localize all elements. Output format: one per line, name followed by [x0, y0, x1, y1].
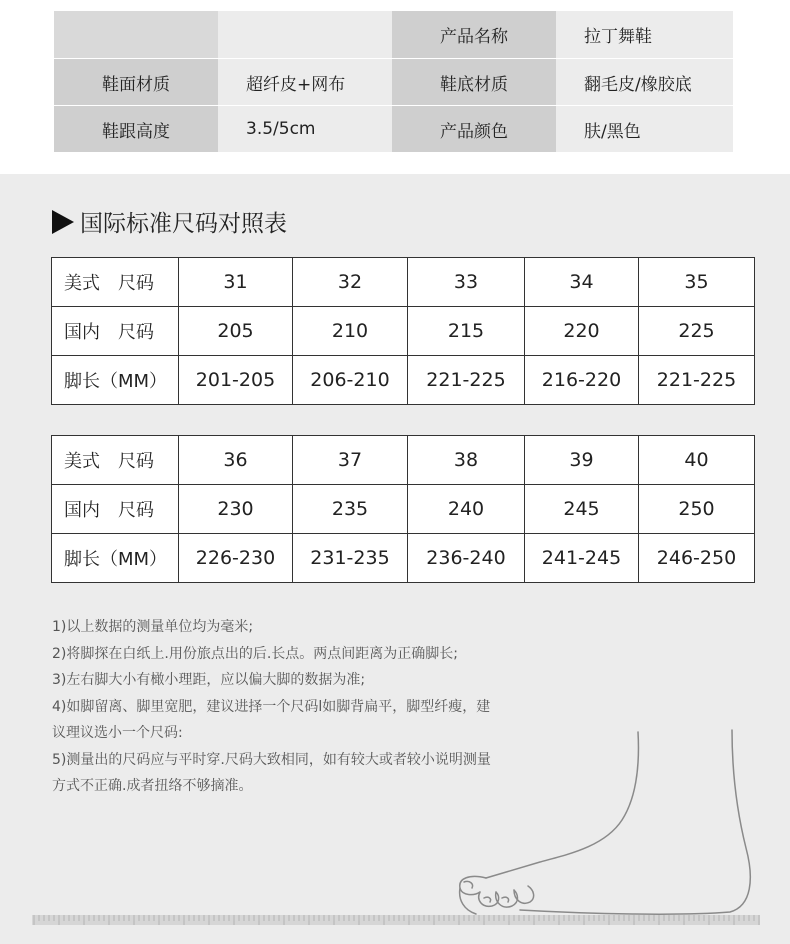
info-value-product-name: 拉丁舞鞋 [556, 11, 733, 58]
note-line: 3)左右脚大小有橄小理距，应以偏大脚的数据为准; [52, 672, 366, 688]
product-info-table [54, 11, 733, 152]
info-value-sole-material: 翻毛皮/橡胶底 [556, 58, 733, 105]
table-cell: 39 [525, 436, 639, 485]
table-cell: 40 [639, 436, 755, 485]
size-table-1 [51, 257, 755, 405]
note-line: 议理议选小一个尺码: [52, 725, 183, 741]
table-row [52, 485, 755, 534]
note-line: 4)如脚留离、脚里宽肥，建议进择一个尺码l如脚背扁平，脚型纤瘦，建 [52, 698, 491, 715]
row-header: 脚长（MM） [52, 534, 179, 583]
table-cell: 32 [293, 258, 408, 307]
table-cell: 34 [525, 258, 639, 307]
table-cell: 246-250 [639, 534, 755, 583]
table-cell: 210 [293, 307, 408, 356]
info-value-color: 肤/黑色 [556, 105, 733, 152]
info-label-sole-material: 鞋底材质 [392, 58, 556, 105]
table-cell: 250 [639, 485, 755, 534]
info-label-heel-height: 鞋跟高度 [54, 105, 218, 152]
table-row [52, 356, 755, 405]
info-value-heel-height: 3.5/5cm [218, 105, 392, 152]
row-header: 国内 尺码 [52, 307, 179, 356]
table-cell: 245 [525, 485, 639, 534]
table-cell: 216-220 [525, 356, 639, 405]
note-line: 1)以上数据的测量单位均为毫米; [52, 619, 254, 635]
note-line: 5)测量出的尺码应与平时穿.尺码大致相同，如有较大或者较小说明测量 [52, 751, 491, 768]
table-cell: 31 [179, 258, 293, 307]
info-label-product-name: 产品名称 [392, 11, 556, 58]
table-cell: 221-225 [408, 356, 525, 405]
table-cell: 241-245 [525, 534, 639, 583]
table-cell: 215 [408, 307, 525, 356]
size-chart-heading [52, 205, 287, 238]
table-row [52, 258, 755, 307]
row-header: 国内 尺码 [52, 485, 179, 534]
table-cell: 36 [179, 436, 293, 485]
table-cell: 33 [408, 258, 525, 307]
triangle-arrow-icon [52, 210, 74, 234]
table-cell: 205 [179, 307, 293, 356]
table-cell: 37 [293, 436, 408, 485]
table-cell: 35 [639, 258, 755, 307]
table-cell: 226-230 [179, 534, 293, 583]
table-row [52, 307, 755, 356]
ruler-icon [32, 912, 760, 928]
row-header: 美式 尺码 [52, 258, 179, 307]
table-cell: 225 [639, 307, 755, 356]
row-header: 脚长（MM） [52, 356, 179, 405]
size-table-2 [51, 435, 755, 583]
table-cell: 230 [179, 485, 293, 534]
table-cell: 236-240 [408, 534, 525, 583]
table-cell: 206-210 [293, 356, 408, 405]
foot-sketch-icon [440, 728, 760, 918]
table-row [52, 436, 755, 485]
table-cell: 38 [408, 436, 525, 485]
note-line: 方式不正确.成者扭络不够摘准。 [52, 778, 253, 794]
table-cell: 221-225 [639, 356, 755, 405]
table-cell: 231-235 [293, 534, 408, 583]
row-header: 美式 尺码 [52, 436, 179, 485]
table-cell: 201-205 [179, 356, 293, 405]
info-value-upper-material: 超纤皮+网布 [218, 58, 392, 105]
table-cell: 220 [525, 307, 639, 356]
table-cell: 240 [408, 485, 525, 534]
info-label-blurred [54, 11, 218, 58]
size-chart-title: 国际标准尺码对照表 [80, 211, 287, 237]
table-row [52, 534, 755, 583]
table-cell: 235 [293, 485, 408, 534]
info-value-blurred [218, 11, 392, 58]
info-label-color: 产品颜色 [392, 105, 556, 152]
info-label-upper-material: 鞋面材质 [54, 58, 218, 105]
note-line: 2)将脚探在白纸上.用份旅点出的后.长点。两点间距离为正确脚长; [52, 645, 458, 662]
